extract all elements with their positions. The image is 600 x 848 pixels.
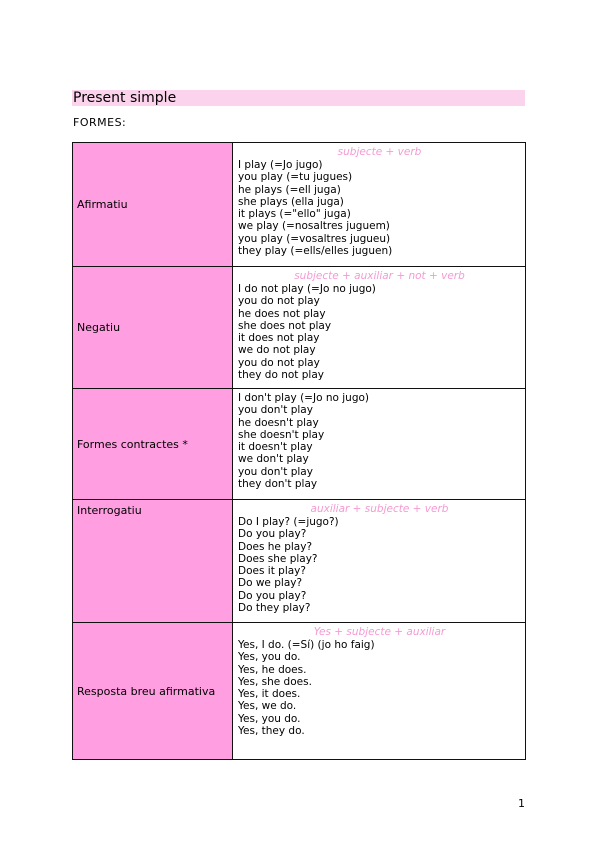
row-content bbox=[233, 623, 526, 760]
example-line: Yes, we do. bbox=[238, 700, 297, 713]
example-line: Yes, you do. bbox=[238, 712, 301, 725]
example-line: he does not play bbox=[238, 307, 326, 320]
formula: subjecte + verb bbox=[337, 146, 422, 158]
example-line: they do not play bbox=[238, 369, 324, 382]
example-line: you don't play bbox=[238, 404, 313, 417]
row-content bbox=[233, 267, 526, 389]
table-row bbox=[73, 623, 526, 760]
example-line: I play (=Jo jugo) bbox=[238, 159, 323, 171]
table-row bbox=[73, 500, 526, 623]
example-line: she plays (ella juga) bbox=[238, 195, 344, 208]
formula: auxiliar + subjecte + verb bbox=[310, 503, 449, 515]
table-row bbox=[73, 389, 526, 500]
row-content bbox=[233, 143, 526, 267]
row-label: Afirmatiu bbox=[73, 143, 233, 267]
present-simple-table bbox=[72, 142, 526, 760]
example-line: he plays (=ell juga) bbox=[238, 183, 341, 196]
example-line: Does it play? bbox=[238, 565, 306, 578]
example-line: Does she play? bbox=[238, 552, 318, 565]
row-content bbox=[233, 389, 526, 500]
example-line: we do not play bbox=[238, 344, 316, 357]
example-line: Do you play? bbox=[238, 589, 307, 602]
example-line: I don't play (=Jo no jugo) bbox=[238, 392, 370, 404]
example-line: it plays (="ello" juga) bbox=[238, 208, 351, 221]
example-line: Yes, she does. bbox=[238, 675, 312, 688]
example-line: Does he play? bbox=[238, 540, 313, 553]
example-line: you do not play bbox=[238, 295, 320, 308]
example-line: Yes, you do. bbox=[238, 651, 301, 664]
row-label: Negatiu bbox=[73, 267, 233, 389]
example-line: you do not play bbox=[238, 356, 320, 369]
example-line: Do they play? bbox=[238, 602, 311, 615]
example-line: Do you play? bbox=[238, 528, 307, 541]
example-line: we don't play bbox=[238, 453, 309, 466]
table-row bbox=[73, 267, 526, 389]
example-line: he doesn't play bbox=[238, 416, 319, 429]
example-line: it doesn't play bbox=[238, 441, 313, 454]
example-line: Yes, I do. (=Sí) (jo ho faig) bbox=[238, 639, 375, 651]
example-line: Yes, they do. bbox=[238, 725, 305, 738]
row-label: Resposta breu afirmativa bbox=[73, 623, 233, 760]
row-content bbox=[233, 500, 526, 623]
example-line: you don't play bbox=[238, 465, 313, 478]
example-line: we play (=nosaltres juguem) bbox=[238, 220, 390, 233]
example-line: Yes, he does. bbox=[238, 663, 307, 676]
example-line: they play (=ells/elles juguen) bbox=[238, 245, 393, 258]
example-line: Yes, it does. bbox=[238, 688, 301, 701]
example-line: you play (=tu jugues) bbox=[238, 171, 353, 184]
example-line: Do we play? bbox=[238, 577, 303, 590]
example-line: she does not play bbox=[238, 319, 332, 332]
example-line: you play (=vosaltres jugueu) bbox=[238, 232, 391, 245]
example-line: I do not play (=Jo no jugo) bbox=[238, 283, 376, 295]
page-title: Present simple bbox=[72, 90, 525, 106]
example-line: they don't play bbox=[238, 478, 318, 491]
page-number: 1 bbox=[518, 797, 525, 810]
table-row bbox=[73, 143, 526, 267]
row-label: Interrogatiu bbox=[73, 500, 233, 623]
example-line: she doesn't play bbox=[238, 428, 325, 441]
row-label: Formes contractes * bbox=[73, 389, 233, 500]
formula: Yes + subjecte + auxiliar bbox=[313, 626, 446, 638]
section-subtitle: FORMES: bbox=[73, 116, 127, 129]
example-line: it does not play bbox=[238, 332, 320, 345]
formula: subjecte + auxiliar + not + verb bbox=[294, 270, 465, 282]
example-line: Do I play? (=jugo?) bbox=[238, 516, 339, 528]
